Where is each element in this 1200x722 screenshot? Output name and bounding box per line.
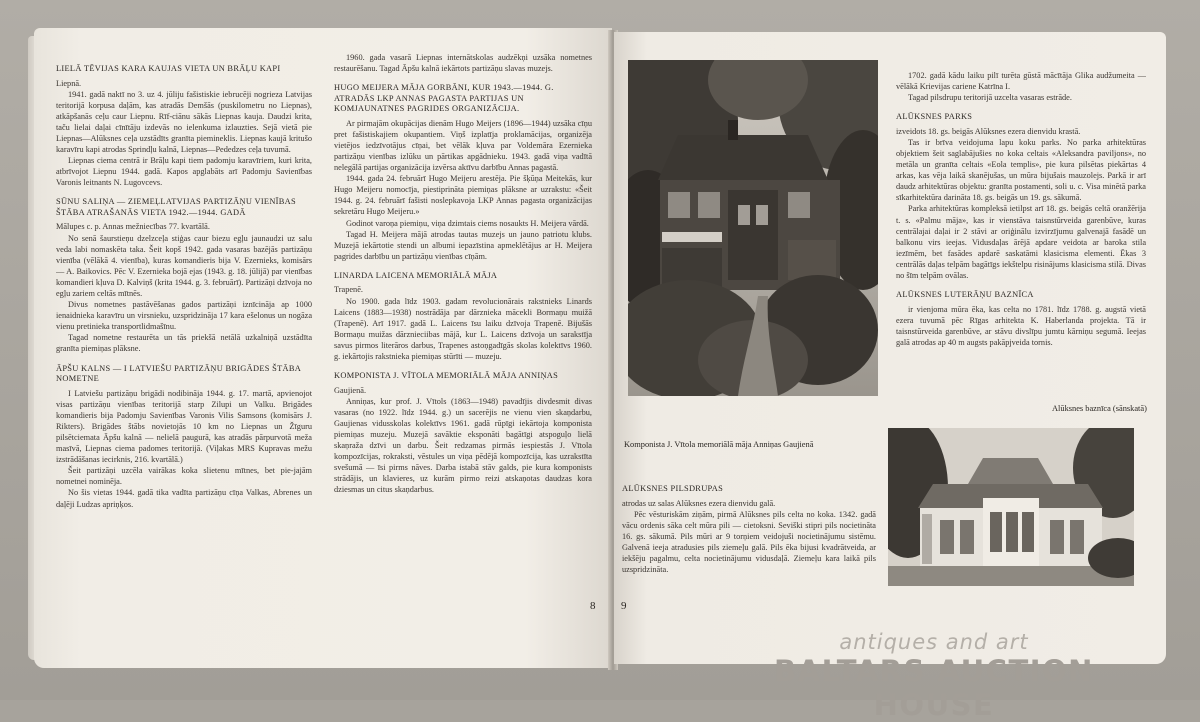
watermark-line-2: BALTARS AUCTION HOUSE	[774, 654, 1094, 722]
section-location: Liepnā.	[56, 78, 82, 88]
photo-caption-vitols-house: Komponista J. Vītola memoriālā māja Anniņas Gaujienā	[624, 440, 814, 449]
article-section	[334, 52, 592, 74]
article-section	[334, 271, 592, 362]
section-heading: ALŪKSNES PILSDRUPAS	[622, 484, 724, 493]
body-paragraph: Divus nometnes pastāvēšanas gados partizāņi iznīcināja ap 1000 ienaidnieka karavīru un virsnieku, uzspridzināja 17 kara ešelonus un nogāza vienu pretinieka transportlidmašīnu.	[56, 300, 312, 332]
section-heading: SŪNU SALIŅA — ZIEMEĻLATVIJAS PARTIZĀŅU VIENĪBAS ŠTĀBA ATRAŠANĀS VIETA 1942.—1944. GADĀ	[56, 197, 296, 217]
left-column-1	[56, 64, 312, 628]
house-photo-image	[628, 60, 878, 396]
body-paragraph: Tagad H. Meijera mājā atrodas tautas muzejs un jauno patriotu klubs. Muzejā iekārtotie stendi un albumi iepazīstina apmeklētājus ar H. Meijera pagrides darbību un partizāņu vienības cīņām.	[334, 229, 592, 261]
photo-vitols-house	[628, 60, 878, 396]
body-paragraph: No 1900. gada līdz 1903. gadam revolucionārais rakstnieks Linards Laicens (1883—1938) nostrādāja par dārznieka mācekli Bormaņu muižā (Trapenē). Arī 1917. gadā L. Laicens īsu laiku dzīvoja Trapenē. Bijušās Bormaņu muižas dārznieciibas mājā, kur L. Laicens dzīvoja un sarakstīja savus pirmos literāros darbus, Trapenes astoņgadīgās skolas kolektīvs 1960. g. iekārtojis rakstnieka piemiņas stūrīti — muzeju.	[334, 296, 592, 361]
body-paragraph: Šeit partizāņi uzcēla vairākas koka slietenu mītnes, bet pie-jajām nometnei nominēja.	[56, 466, 312, 487]
section-heading: LINARDA LAICENA MEMORIĀLĀ MĀJA	[334, 270, 498, 280]
article-section	[56, 64, 312, 188]
body-paragraph: Tagad pilsdrupu teritorijā uzcelta vasaras estrāde.	[908, 93, 1072, 103]
section-heading: HUGO MEIJERA MĀJA GORBĀNI, KUR 1943.—1944. G. ATRADĀS LKP ANNAS PAGASTA PARTIJAS UN KOMJAUNATNES PAGRIDES ORGANIZĀCIJA.	[334, 83, 554, 114]
article-section	[622, 484, 876, 575]
section-heading: ALŪKSNES PARKS	[896, 112, 973, 122]
section-location: Mālupes c. p. Annas mežniecības 77. kvartālā.	[56, 222, 210, 232]
article-section	[334, 83, 592, 262]
body-paragraph: Godinot varoņa piemiņu, viņa dzimtais ciems nosaukts H. Meijera vārdā.	[346, 218, 589, 228]
article-section	[896, 70, 1146, 103]
article-section	[56, 364, 312, 510]
left-column-2	[334, 52, 592, 600]
body-paragraph: 1944. gada 24. februārī Hugo Meijeru arestēja. Pie šķūņa Meitekās, kur Hugo Meijeru nomocīja, piestiprināta piemiņas plāksne ar uzrakstu: «Šeit 1944. g. 24. februārī fašisti noslepkavoja LKP Annas pagasta organizācijas sekretāru Hugo Meijeru.»	[334, 174, 592, 217]
right-column-1	[896, 70, 1146, 410]
body-paragraph: Liepnas ciema centrā ir Brāļu kapi tiem padomju karavīriem, kuri krita, atbrīvojot Liepnu 1944. gadā. Kapos apglabāts arī Padomju Savienības Varonis leitnants N. Lugovcevs.	[56, 156, 312, 188]
section-location: atrodas uz salas Alūksnes ezera dienvidu galā.	[622, 498, 776, 508]
article-section	[896, 290, 1146, 348]
photo-palm-house	[888, 428, 1134, 586]
body-paragraph: No šis vietas 1944. gadā tika vadīta partizāņu cīņa Valkas, Abrenes un daļēji Ludzas apriņķos.	[56, 488, 312, 509]
body-paragraph: Pēc vēsturiskām ziņām, pirmā Alūksnes pils celta no koka. 1342. gadā vācu ordenis sāka celt mūra pili — cietoksni. Seviški stipri pils nocietināta 16. gs. sākumā. Pils mūri ar 9 torņiem veidojuši nocietinājumu sistēmu. Galvenā ieeja atradusies pils ziemeļu galā. Pils ēka bijusi kvadrātveida, ar iekšēju pagalmu, celta nocietinājumu vidusdaļā. Ziemeļu kara laikā pils uzspridzināta.	[622, 509, 876, 575]
body-paragraph: Ar pirmajām okupācijas dienām Hugo Meijers (1896—1944) uzsāka cīņu pret fašistiskajiem okupantiem. Viņš izplatīja proklamācijas, organizēja vietējos iedzīvotājus cīņai, bet vēlāk kļuva par Voldemāra Ezernieka partizāņu vienības izlūku un pārtikas apgādnieku. 1943. gadā viņa vadītā nelegālā partijas organizācija izvērsa aktīvu darbību Annas pagastā.	[334, 118, 592, 173]
right-column-2	[622, 484, 876, 604]
section-heading: KOMPONISTA J. VĪTOLA MEMORIĀLĀ MĀJA ANNIŅAS	[334, 371, 559, 381]
section-heading: LIELĀ TĒVIJAS KARA KAUJAS VIETA UN BRĀĻU KAPI	[56, 64, 281, 73]
section-heading: ĀPŠU KALNS — I LATVIEŠU PARTIZĀŅU BRIGĀDES ŠTĀBA NOMETNE	[56, 363, 301, 384]
section-location: izveidots 18. gs. beigās Alūksnes ezera dienvidu krastā.	[896, 126, 1081, 136]
article-section	[56, 197, 312, 354]
watermark-line-1: antiques and art	[839, 630, 1029, 654]
section-heading: ALŪKSNES LUTERĀŅU BAZNĪCA	[896, 290, 1034, 300]
body-paragraph: Tas ir brīva veidojuma lapu koku parks. No parka arhitektūras objektiem šeit saglabājušies no koka celtais «Aleksandra paviljons», no metāla un granīta celtais «Eola templis», pie kura pilsētas piekārtas 4 arkas, kas vēja laikā skanējušas, un mūra bijušais mauzolejs. Parkā ir arī daudz arhitektūras objektu: granīta postamenti, soli u. c. Visa minētā parka sīkarhitektūra darināta 18. gs. beigās un 19. gs. sākumā.	[896, 137, 1146, 203]
body-paragraph: 1702. gadā kādu laiku pilī turēta gūstā mācītāja Glika audžumeita — vēlākā Krievijas cariene Katrīna I.	[896, 71, 1146, 92]
page-number-right: 9	[621, 600, 627, 612]
section-location: Trapenē.	[334, 285, 363, 295]
body-paragraph: Anniņas, kur prof. J. Vītols (1863—1948) pavadījis divdesmit divas vasaras (no 1922. līdz 1944. g.) un sacerējis ne vienu vien skaņdarbu, Gaujienas vidusskolas kolektīvs 1961. gadā rūpīgi iekārtoja komponista piemiņas muzeju. Muzejā savāktie eksponāti bagātīgi atspoguļo lielā skaņraža dzīvi un darbu. Šeit redzamas pirmās iespiestās J. Vītola kompozīcijas, rokraksti, vēstules un viņa pēdējā kompozīcija, kas uzrakstīta svešumā — īsi pirms nāves. Darba istabā stāv galds, pie kura komponists strādājis, un klavieres, uz kurām pirmo reizi atskaņotas daudzas kora dziesmas un citus skaņdarbus.	[334, 396, 592, 495]
page-number-left: 8	[590, 600, 596, 612]
body-paragraph: ir vienjoma mūra ēka, kas celta no 1781. līdz 1788. g. augstā vietā ezera tuvumā pēc Rīgas arhitekta K. Haberlanda projekta. Tā ir taisnstūrveida garenbūve, ar stāvu divslīpu jumtu kārniņu segumā. Ieejas galā atrodas ap 40 m augsts pakāpjveida tornis.	[896, 304, 1146, 347]
photo-caption-aluksne-church: Alūksnes baznīca (sānskatā)	[1052, 404, 1147, 413]
body-paragraph: 1941. gadā naktī no 3. uz 4. jūliju fašistiskie iebrucēji nogrieza Latvijas teritorijā korpusa daļām, kas atradās Demšās (puskilometru no Liepnas), atkāpšanās ceļu caur Liepnu. Rīf-ciānu sākās Liepnas kauja. Daudzi krita, taču lielai daļai cīnītāju izdevās no ielenkuma izlauzties. Sejā vietā pie Liepnas—Alūksnes ceļa uzstādīts granīta piemineklis. Liepnas kaujā kritušo karavīru kapi atrodas Sprindļu kalnā, Liepnas—Pededzes ceļa tuvumā.	[56, 89, 312, 155]
body-paragraph: Parka arhitektūras kompleksā ietilpst arī 18. gs. beigās celtā oranžērija t. s. «Palmu māja», kas ir vienstāva taisnstūrveida garenbūve, kuras centrālajai daļai ir 2 stāvi ar oriģinālu izvirzījumu galvenajā fasādē un balkonu virs ieejas. Vidusdaļas ārējā apdare veidota ar baroka stila iezīmēm, bet fasādes apdarē saskatāmi klasicisma elementi. Ēkas 3 centrālās daļas telpām bagātīgs iekštelpu risinājums klasicisma stilā. Divas no šīm telpām ovālas.	[896, 204, 1146, 280]
body-paragraph: No senā šaurstieņu dzelzceļa stiģas caur biezu egļu jaunaudzi uz salu veda labi nomaskēta taka. Šeit kopš 1942. gada vasaras bazējās partizāņu vienība (vēlākā 4. vienība), kuras komandieris bija V. Ezernieks, komisārs — A. Baikovics. Pēc V. Ezernieka bojā ejas (1943. g. 18. jūlijā) par vienības komandieri kļuva D. Kalviņš (krita 1944. g. 3. februārī). Partizāņi dzīvoja no egļu zariem celtās mītnēs.	[56, 233, 312, 298]
article-section	[334, 371, 592, 495]
section-location: Gaujienā.	[334, 385, 367, 395]
palm-house-photo-image	[888, 428, 1134, 586]
body-paragraph: Tagad nometne restaurēta un tās priekšā netālā uzkalniņā uzstādīta granīta piemiņas plāksne.	[56, 333, 312, 354]
body-paragraph: I Latviešu partizāņu brigādi nodibināja 1944. g. 17. martā, apvienojot visas partizāņu vienības teritorijā starp Zilupi un Valku. Brigādes komandieris bija Padomju Savienības Varonis Vilis Samsons (komisārs J. Rikters). Brigādes štābs novietojās 10 km no Liepnas un Žīguru pilsētciemata Āpšu kalnā — nelielā paugurā, kas atradās pārpurvotā meža masīvā, Liepnas ciema padomes teritorijā. (Viļakas MRS Kupravas mežu izstrādāšanas iecirknis, 216. kvartālā.)	[56, 388, 312, 465]
article-section	[896, 112, 1146, 281]
body-paragraph: 1960. gada vasarā Liepnas internātskolas audzēkņi uzsāka nometnes restaurēšanu. Tagad Āpšu kalnā iekārtots partizāņu slavas muzejs.	[334, 53, 592, 74]
